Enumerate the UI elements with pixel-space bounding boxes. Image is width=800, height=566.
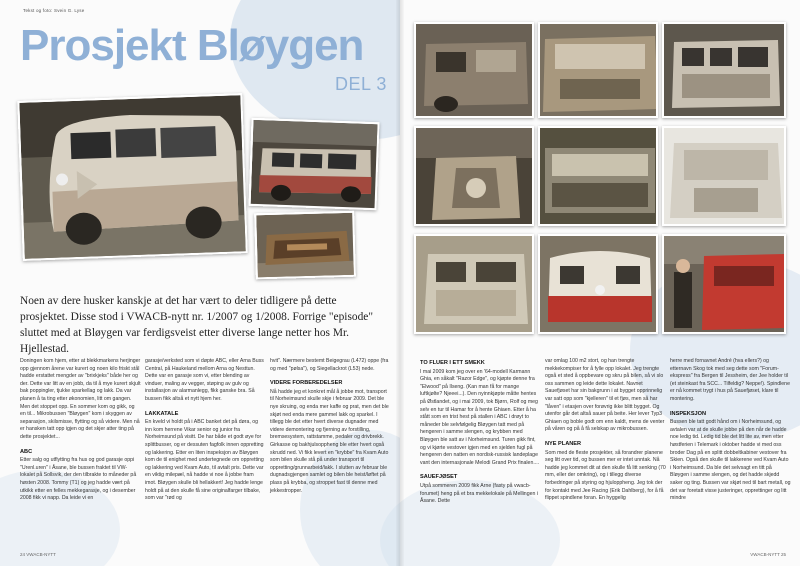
article-part-label: DEL 3 [335, 74, 387, 94]
photo-bus-front-garage [17, 93, 247, 261]
section-heading: ABC [20, 448, 33, 455]
photo-credit: Tekst og foto: Svein G. Lyse [23, 8, 85, 13]
paragraph: I mai 2009 kom jeg over en '64-modell Karmann Ghia, en såkalt "Razor Edge", og kjøpte denne fra "Elwood" på Ilseng. (Kan man få for mange luftkjølte? Njeeei...). Den nyinnkjøpte måtte hentes på Østlandet, og i mai 2009, tok Bjørn, Rolf og meg selv en tur til Hamar for å hente Ghiaen. Etter å ha stått som en trist hest på stallen i ABC i drøyt to måneder ble selvfølgelig Bløygen tatt med på hengeren i samme slengen, og krybben med Bløygen ble satt av i Norheimsund. Turen gikk fint, og vi kjørte vestover igjen med en sjelden fugl på hengeren den natten en nordisk-russisk landeplage vant den internasjonale Melodi Grand Prix finalen.... [420, 368, 540, 466]
section-heading: VIDERE FORBEREDELSER [270, 380, 343, 387]
photo-grid-1-1 [414, 22, 534, 118]
section-heading: NYE PLANER [545, 440, 582, 447]
photo-grid-2-1 [414, 126, 534, 226]
text-column-1 [20, 358, 141, 510]
article-intro: Noen av dere husker kanskje at det har vært to deler tidligere på dette prosjektet. Disse stod i VWACB-nytt nr. 1/2007 og 1/2008. Forrige "episode" sluttet med at Bløygen var ferdigsveist etter diverse lange netter hos Mr. Hjellestad. [20, 295, 374, 355]
page-gutter [396, 0, 404, 566]
photo-grid-3-2 [538, 234, 658, 334]
section-heading: INSPEKSJON [670, 410, 707, 417]
article-title: Prosjekt Bløygen [20, 21, 364, 70]
page-number-right: VWACB-NYTT 25 [750, 552, 786, 557]
section-heading: TO FLUER I ETT SMEKK [420, 360, 485, 366]
photo-chassis-cradle [254, 211, 356, 280]
photo-bus-side-workshop [249, 118, 380, 210]
photo-grid-1-2 [538, 22, 658, 118]
paragraph: hvit". Nærmere bestemt Beigegrau (L472) oppe (fra og med "pølsa"), og Siegellackrot (L53) nede. [270, 358, 389, 372]
paragraph: Utpå sommeren 2009 fikk Arne (fasty på vwacb-forumet) heng på et bra mekkelokale på Mellingen i Åsane. Dette [420, 482, 538, 505]
paragraph: Etter salg og utflytting fra hus og god garasje oppi "Urenl.uren" i Åsane, ble bussen fraktet til VW-lokalet på Sollsvik, der den tilbrakte to måneder på høsten 2008. Tommy (T1) og jeg hadde vært på utkikk etter en felles mekkegarasje, og i desember 2008 fikk vi napp. Da leide vi en [20, 457, 137, 502]
paragraph: Som med de fleste prosjekter, så forandrer planene seg litt over tid, og bussen mer er intet unntak. Nå hadde jeg kommet dit at den skulle få litt senking (70 mm, eller der omkring), og i tillegg diverse forbedringer på styring og hjuloppheng. Jeg tok der for kontakt med Jee Racing (Erik Dahlberg), for å få flippet spindlene foran. En hyggelig [545, 449, 666, 502]
photo-grid-1-3 [662, 22, 786, 118]
paragraph: En kveld vi holdt på i ABC banket det på døra, og inn kom herrene Vikar senior og junior fra Norheimsund på visitt. De har både et godt øye for splittbusser, og er dessuten fagfolk innen oppretting og lakkering. Etter en liten inspeksjon av Bløygen kom de til enighet med undertegnede om oppretting og lakkering ved Kvam Auto, til avtalt pris. Dette var en viktig milepæl, nå hadde vi noe å jobbe fram imot. Bløygen skulle bli hellakkert! Jeg hadde lenge holdt på at den skulle få sine originalfarger tilbake, som var "rød og [145, 419, 264, 502]
text-column-3 [270, 358, 391, 502]
photo-grid-3-3 [662, 234, 786, 334]
paragraph: garasje/verksted som vi døpte ABC, eller Arna Buss Central, på Haukeland mellom Arna og Nesttun. Dette var en garasje som vi, etter blending av vinduer, maling av vegger, støping av gulv og installasjon av alarmanlegg, fikk ganske bra. Så bussen fikk altså et nytt hjem her. [145, 358, 264, 402]
photo-grid-2-3 [662, 126, 786, 226]
text-column-5 [545, 358, 666, 510]
right-page [400, 0, 800, 566]
text-column-2 [145, 358, 266, 510]
section-heading: SAUEFJØSET [420, 474, 458, 481]
paragraph: var omlag 100 m2 stort, og han trengte mekkekompiser for å fylle opp lokalet. Jeg trengte også et sted å oppbevare og skru på bilen, så vi slo oss sammen og leide dette lokalet. Navnet Sauefjøset har sin bakgrunn i at bygget opprinnelig var satt opp som "kjelleren" til et fjøs, men så har "låven" i etasjen over forøvrig ikke blitt bygget. Og utenfor går det altså sauer på beite. Her lever Typ3 Ghiaen og boble godt om enn kaldt, mens de venter på våren og på å få selskap av mikrobussen. [545, 358, 665, 433]
photo-grid-3-1 [414, 234, 534, 334]
paragraph: herre med fornavnet André (hva ellers?) og etternavn Skog tok med seg dette som "Forum-ekspress" fra Bergen til Jessheim, der Jee holder til (et steinkast fra SCC... Tilfeldig? Neppe!). Spindlene er nå kommet trygt i hus på Sauefjøset, klare til montering. [670, 358, 790, 402]
page-number-left: 24 VWACB-NYTT [20, 552, 56, 557]
paragraph: Bussen ble tatt godt hånd om i Norheimsund, og avtalen var at de skulle jobbe på den når de hadde noe ledig tid. Ledig tid ble det litt lite av, men etter høstferien i Telemark i oktober hadde vi med oss broder Dag på en splitt dobbeltkabiner vestover fra Skien. Også den skulle til lakkerene ved Kvam Auto i Norheimsund. Da ble det selvsagt en titt på Bløygen i samme slengen, og det hadde skjedd saker og ting. Bussen var skjøt ned til bart metall, og det var foretatt visse justeringer, opprettinger og litt mindre [670, 419, 791, 502]
text-column-4 [420, 358, 541, 513]
section-heading: LAKKATALE [145, 410, 179, 417]
paragraph: Doningen kom hjem, etter at blekkmarkens herjinger opp gjennom årene var kurert og noen kilo friskt stål hadde erstattet mengder av "brixkjeks" både her og der. Dette var litt av en jobb, da til å mye kurert skjult bak poppingler, tjukke sparkellag og lakk. Da var planen å ta ting etter økonomien, litt om gangen. Men det stoppet opp. En sommer kom og gikk, og en til... Mikrobussen "Bløygen" kom i skyggen av separasjon, skilsmisse, flytting og så videre. Men nå er hansken tatt opp igjen og det skjer atter ting på dette prosjektet... [20, 358, 141, 440]
text-column-6 [670, 358, 791, 510]
paragraph: Nå hadde jeg et konkret mål å jobbe mot, transport til Norheimsund skulle skje i februar 2009. Det ble nye skruing, og enda mer kaffe og prat, men det ble skjøt ned enda mere gammel lakk og sparkel. I tillegg ble det etter hvert diverse dugnader med videre demontering og fjerning av forstilling, bremsesystem, rattstamme, pedaler og drivbrekk. Girkasse og bakhjulsoppheng ble etter hvert også skrudd ned. Vi fikk levert en "krybbe" fra Kvam Auto som bilen skulle stå på under transport til oppretting/grunnarbeid/lakk. I slutten av februar ble dugnadsgjengen samlet og bilen ble heist/løftet på plass på krybba, og stroppet fast til denne med jekkestropper. [270, 388, 389, 494]
photo-grid-2-2 [538, 126, 658, 226]
